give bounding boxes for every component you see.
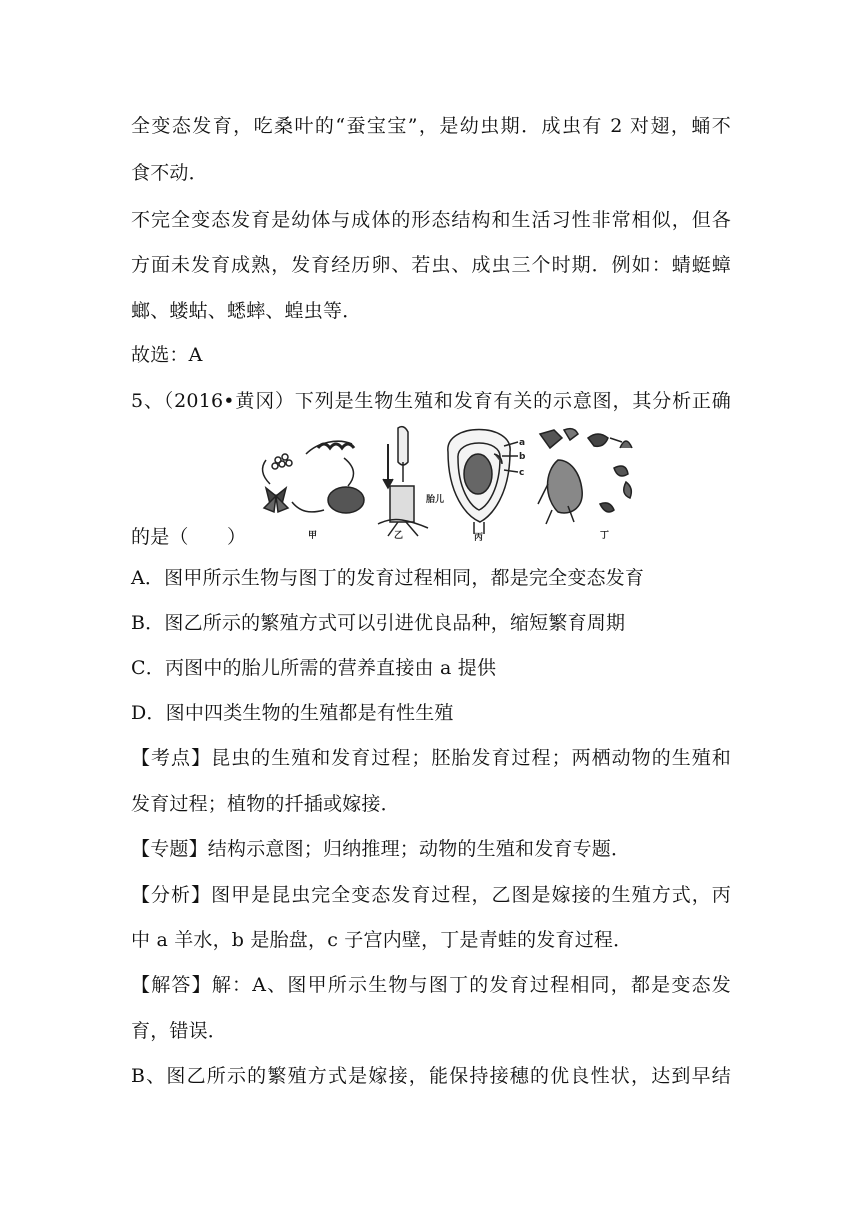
figure-ding-frog-cycle [538,429,632,524]
jieda-line: B、图乙所示的繁殖方式是嫁接，能保持接穗的优良性状，达到早结 [131,1065,731,1087]
figure-label-ding: 丁 [600,531,610,541]
kaodian-line: 发育过程；植物的扦插或嫁接． [131,793,400,815]
figure-label-c: c [519,468,525,478]
figure-label-bing: 丙 [474,533,484,542]
figure-label-jia: 甲 [308,531,318,541]
text-line: 螂、蝼蛄、蟋蟀、蝗虫等． [131,300,362,322]
jieda-line: 【解答】解：A、图甲所示生物与图丁的发育过程相同，都是变态发 [131,974,731,996]
question-stem-end: 的是（ ） [131,526,247,548]
option-c: C．丙图中的胎儿所需的营养直接由 a 提供 [131,657,497,679]
text-line: 不完全变态发育是幼体与成体的形态结构和生活习性非常相似，但各 [131,209,731,231]
text-line: 全变态发育，吃桑叶的“蚕宝宝”，是幼虫期．成虫有 2 对翅，蛹不 [131,115,731,137]
figure-yi-grafting [378,427,428,536]
figure-label-a: a [519,438,526,448]
option-b: B．图乙所示的繁殖方式可以引进优良品种，缩短繁育周期 [131,612,626,634]
answer-line: 故选：A [131,344,203,366]
jieda-line: 育，错误． [131,1020,228,1042]
option-a: A．图甲所示生物与图丁的发育过程相同，都是完全变态发育 [131,567,645,589]
figure-label-fetus: 胎儿 [426,495,445,505]
fenxi-line: 中 a 羊水，b 是胎盘，c 子宫内壁，丁是青蛙的发育过程． [131,929,633,951]
figure-label-yi: 乙 [394,531,404,541]
text-line: 方面未发育成熟，发育经历卵、若虫、成虫三个时期．例如：蜻蜓蟑 [131,254,731,276]
figure-label-b: b [519,452,526,462]
figure-jia-insect-cycle [263,441,364,513]
zhuanti-line: 【专题】结构示意图；归纳推理；动物的生殖和发育专题． [131,838,631,860]
text-line: 食不动． [131,162,208,184]
fenxi-line: 【分析】图甲是昆虫完全变态发育过程，乙图是嫁接的生殖方式，丙 [131,884,731,906]
question-stem: 5、（2016•黄冈）下列是生物生殖和发育有关的示意图，其分析正确 [131,390,731,412]
kaodian-line: 【考点】昆虫的生殖和发育过程；胚胎发育过程；两栖动物的生殖和 [131,747,731,769]
option-d: D．图中四类生物的生殖都是有性生殖 [131,702,454,724]
figure-bing-fetus [448,430,518,535]
